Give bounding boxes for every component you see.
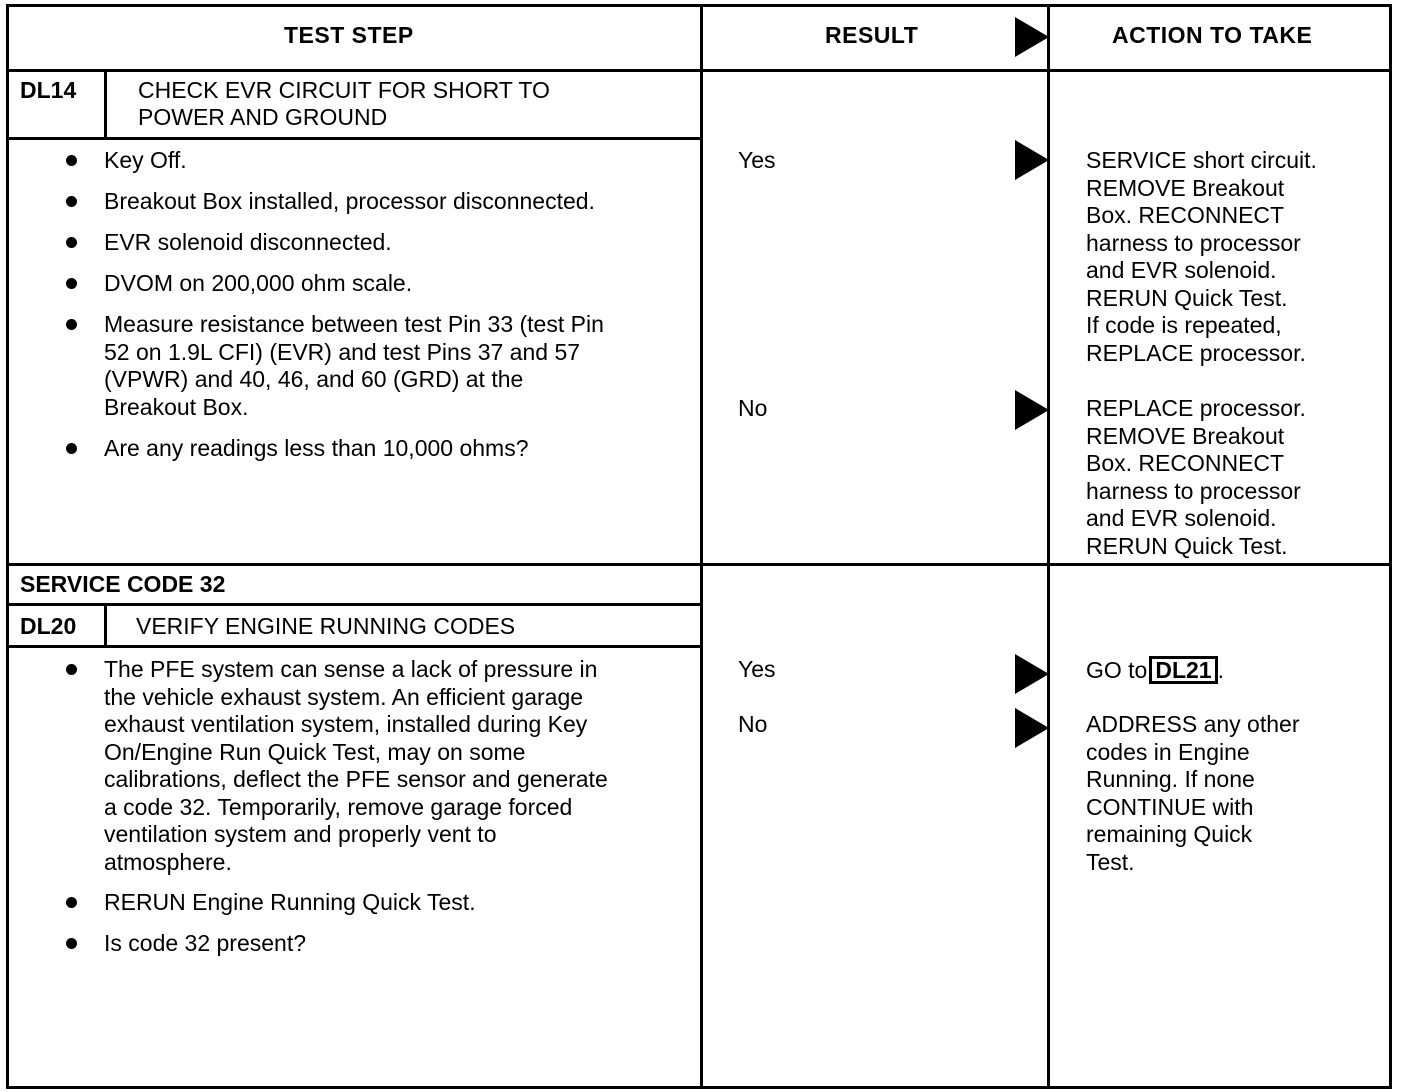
service-code-title: SERVICE CODE 32 bbox=[20, 571, 226, 597]
header-result: RESULT bbox=[825, 22, 919, 48]
dl20-action-yes bbox=[1086, 656, 1224, 684]
dl14-action-yes: SERVICE short circuit. REMOVE Breakout Box. RECONNECT harness to processor and EVR solenoid. RERUN Quick Test. If code is repeated, REPLACE processor. bbox=[1086, 147, 1317, 366]
dl20-result-yes: Yes bbox=[738, 656, 776, 682]
header-bottom-border bbox=[6, 69, 1392, 72]
dl14-bullet-text: Breakout Box installed, processor disconnected. bbox=[104, 188, 595, 214]
table-right-border bbox=[1389, 4, 1392, 1089]
dl14-bullet-text: EVR solenoid disconnected. bbox=[104, 229, 392, 255]
dl20-bullet-text: Is code 32 present? bbox=[104, 930, 307, 956]
dl14-title-line1: CHECK EVR CIRCUIT FOR SHORT TO bbox=[138, 77, 550, 103]
dl14-code: DL14 bbox=[20, 77, 77, 103]
result-arrow-icon bbox=[1015, 708, 1049, 748]
go-to-period: . bbox=[1217, 657, 1224, 683]
bullet-icon bbox=[66, 897, 77, 908]
result-arrow-icon bbox=[1015, 654, 1049, 694]
bullet-icon bbox=[66, 196, 77, 207]
table-left-border bbox=[6, 4, 9, 1089]
go-to-text: GO to bbox=[1086, 657, 1148, 683]
dl20-result-no: No bbox=[738, 711, 768, 737]
dl14-title-line2: POWER AND GROUND bbox=[138, 104, 388, 130]
dl20-bullet-text: RERUN Engine Running Quick Test. bbox=[104, 889, 476, 915]
result-arrow-icon bbox=[1015, 390, 1049, 430]
dl21-reference-link[interactable]: DL21 bbox=[1149, 656, 1217, 684]
bullet-icon bbox=[66, 664, 77, 675]
dl14-code-divider bbox=[104, 69, 107, 139]
dl14-title-bottom-border bbox=[6, 137, 702, 140]
dl20-title: VERIFY ENGINE RUNNING CODES bbox=[136, 613, 516, 639]
dl14-bullet-text: Key Off. bbox=[104, 147, 187, 173]
bullet-icon bbox=[66, 938, 77, 949]
dl20-bullet-text: The PFE system can sense a lack of pressure in the vehicle exhaust system. An efficient garage exhaust ventilation system, installed during Key On/Engine Run Quick Test, may on some calibrations, deflect the PFE sensor and generate a code 32. Temporarily, remove garage forced ventilation system and properly vent to atmosphere. bbox=[104, 656, 608, 875]
dl14-bullet-text: DVOM on 200,000 ohm scale. bbox=[104, 270, 413, 296]
dl14-bullet-text: Measure resistance between test Pin 33 (test Pin 52 on 1.9L CFI) (EVR) and test Pins 37 and 57 (VPWR) and 40, 46, and 60 (GRD) at the Breakout Box. bbox=[104, 311, 604, 420]
dl14-bullet-text: Are any readings less than 10,000 ohms? bbox=[104, 435, 529, 461]
dl20-action-no: ADDRESS any other codes in Engine Running. If none CONTINUE with remaining Quick Test. bbox=[1086, 711, 1300, 875]
result-arrow-icon bbox=[1015, 140, 1049, 180]
section-divider bbox=[6, 563, 1392, 566]
service-code-bottom-border bbox=[6, 603, 702, 606]
dl14-action-no: REPLACE processor. REMOVE Breakout Box. RECONNECT harness to processor and EVR solenoid. RERUN Quick Test. bbox=[1086, 395, 1306, 559]
dl20-title-bottom-border bbox=[6, 645, 702, 648]
bullet-icon bbox=[66, 443, 77, 454]
header-action: ACTION TO TAKE bbox=[1112, 22, 1313, 48]
bullet-icon bbox=[66, 155, 77, 166]
bullet-icon bbox=[66, 319, 77, 330]
dl20-code-divider bbox=[104, 603, 107, 647]
table-top-border bbox=[6, 4, 1392, 7]
header-test-step: TEST STEP bbox=[284, 22, 414, 48]
dl14-result-yes: Yes bbox=[738, 147, 776, 173]
header-arrow-icon bbox=[1015, 17, 1049, 57]
dl20-code: DL20 bbox=[20, 613, 77, 639]
column-divider-result bbox=[700, 4, 703, 1089]
bullet-icon bbox=[66, 278, 77, 289]
bullet-icon bbox=[66, 237, 77, 248]
table-bottom-border bbox=[6, 1086, 1392, 1089]
dl14-result-no: No bbox=[738, 395, 768, 421]
